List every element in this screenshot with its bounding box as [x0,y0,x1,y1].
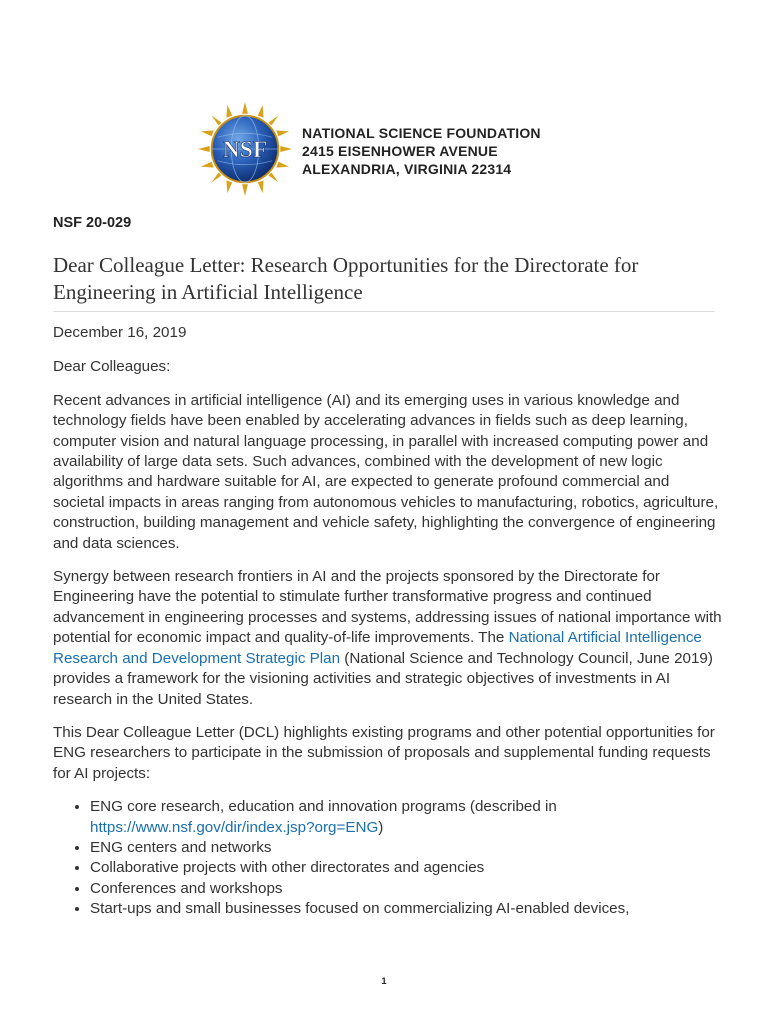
paragraph-2-text-before: Synergy between research frontiers in AI and the projects sponsored by the Directorate for Engineering have the potential to stimulate further transformative progress and continued advancement in engineering processes and systems, addressing issues of national importance with potential for economic impact and quality-of-life improvements. The [53,568,722,647]
list-item: • ENG centers and networks [90,838,723,858]
svg-text:NSF: NSF [222,136,268,163]
list-item: • Conferences and workshops [90,879,723,899]
strategic-plan-link[interactable]: National Artificial Intelligence Research and Development Strategic Plan [53,629,702,667]
list-item-1-suffix: ) [378,818,384,836]
paragraph-3: This Dear Colleague Letter (DCL) highlights existing programs and other potential opportunities for ENG researchers to participate in the submission of proposals and supplemental funding requests for AI projects: [53,723,715,782]
letter-date: December 16, 2019 [53,324,187,341]
city-address: ALEXANDRIA, VIRGINIA 22314 [302,161,512,177]
street-address: 2415 EISENHOWER AVENUE [302,143,498,159]
page-number: 1 [381,976,387,986]
list-item: • Start-ups and small businesses focused on commercializing AI-enabled devices, [90,899,723,919]
opportunity-list [53,797,723,919]
nsf-logo-icon [196,100,294,198]
paragraph-2 [53,567,723,710]
paragraph-2-text-after: (National Science and Technology Council, June 2019) provides a framework for the visioning activities and strategic objectives of investments in AI research in the United States. [53,649,713,708]
paragraph-1: Recent advances in artificial intelligence (AI) and its emerging uses in various knowledge and technology fields have been enabled by accelerating advances in fields such as deep learning, computer vision and natural language processing, in parallel with increased computing power and availability of large data sets. Such advances, combined with the development of new logic algorithms and hardware suitable for AI, are expected to generate profound commercial and societal impacts in areas ranging from autonomous vehicles to manufacturing, robotics, agriculture, construction, building management and vehicle safety, highlighting the convergence of engineering and data sciences. [53,391,719,552]
list-item [90,797,723,838]
document-number: NSF 20-029 [53,215,132,231]
list-item-1-text: ENG core research, education and innovation programs (described in [90,798,557,816]
letter-body [53,323,723,920]
page-title: Dear Colleague Letter: Research Opportunities for the Directorate for Engineering in Artificial Intelligence [53,253,639,304]
org-name: NATIONAL SCIENCE FOUNDATION [302,125,541,141]
salutation: Dear Colleagues: [53,358,171,376]
title-divider [53,311,715,312]
list-item: • Collaborative projects with other directorates and agencies [90,858,723,878]
eng-directorate-link[interactable]: https://www.nsf.gov/dir/index.jsp?org=ENG [90,818,379,836]
letterhead-address [302,124,632,178]
